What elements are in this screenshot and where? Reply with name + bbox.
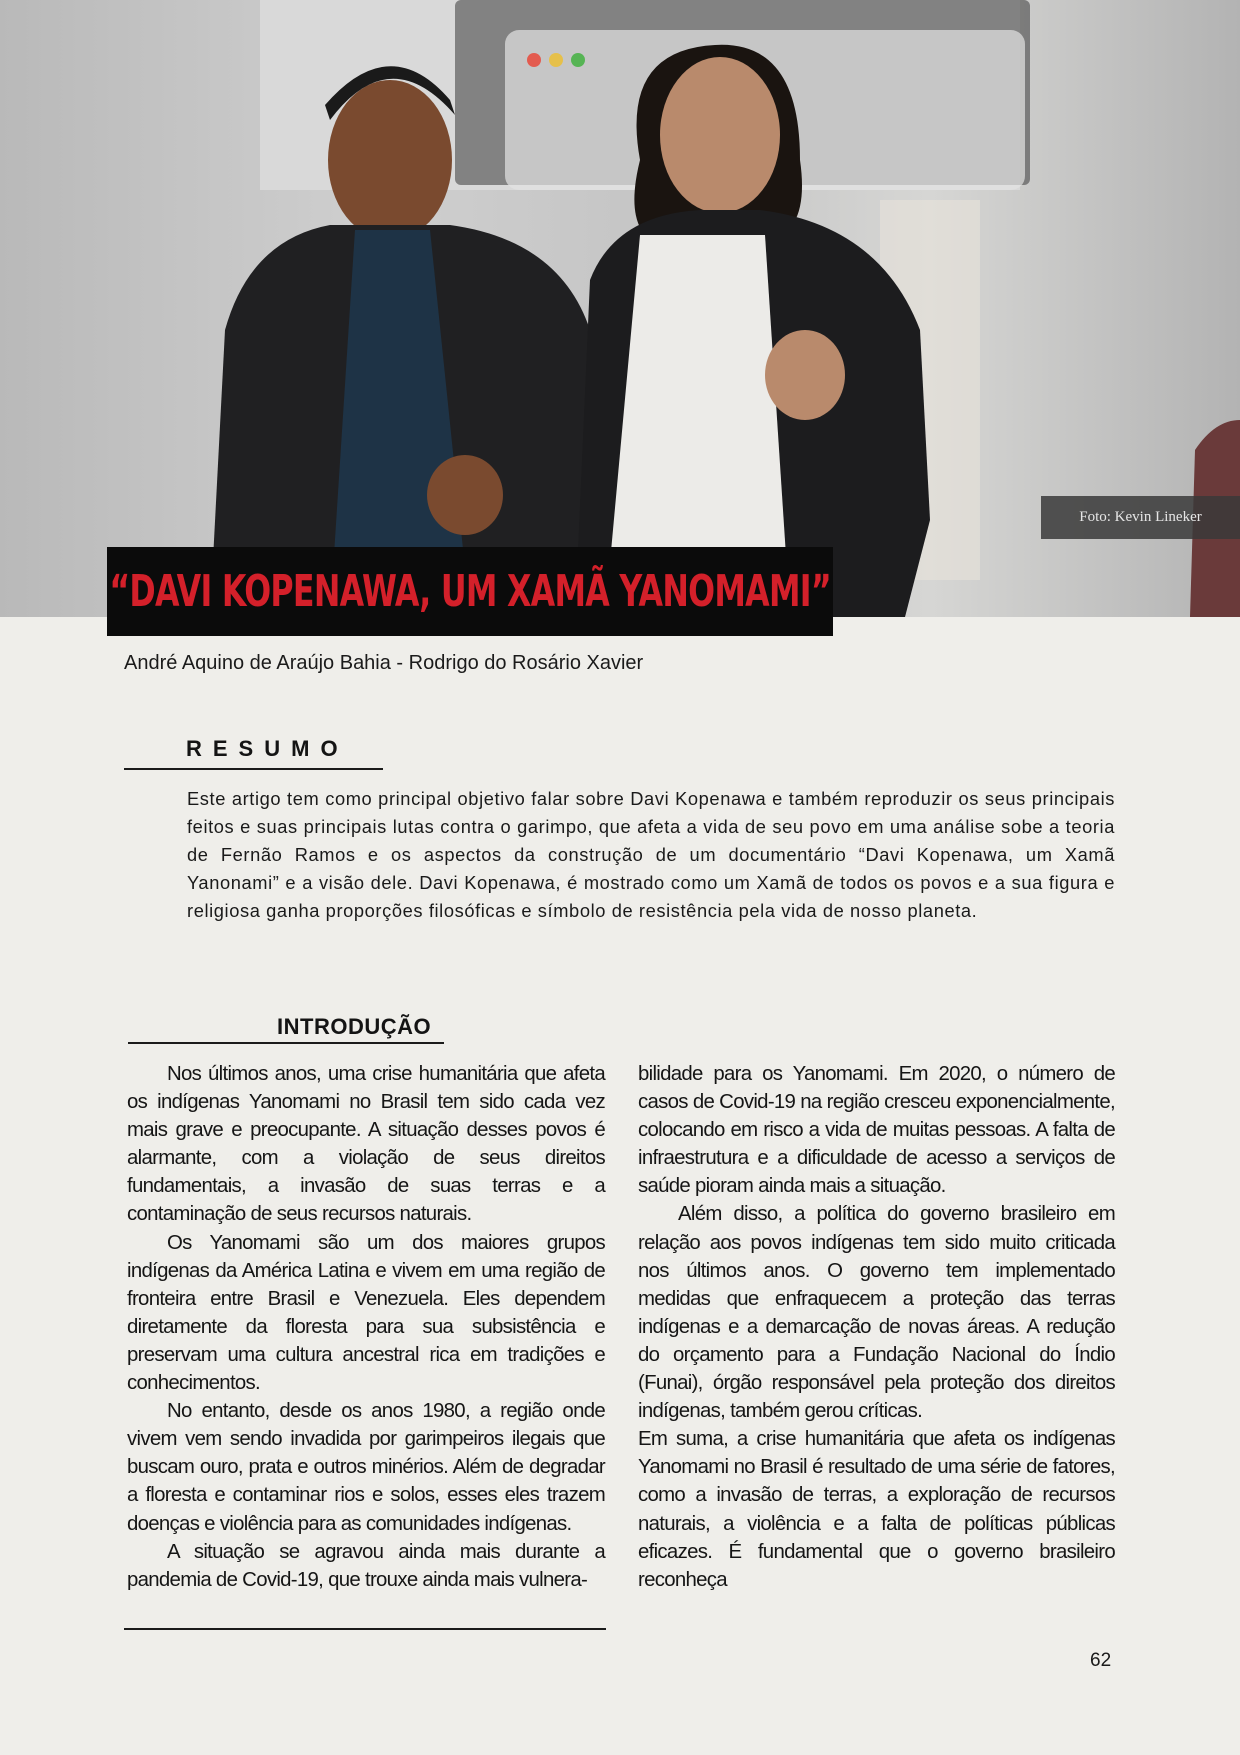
introducao-heading: INTRODUÇÃO	[277, 1014, 432, 1039]
column-left	[127, 1060, 605, 1594]
resumo-heading-block	[124, 736, 383, 770]
paragraph: Os Yanomami são um dos maiores grupos indígenas da América Latina e vivem em uma região de fronteira entre Brasil e Venezuela. Eles dependem diretamente da floresta para sua subsistência e preservam uma cultura ancestral rica em tradições e conhecimentos.	[127, 1231, 605, 1395]
column-divider-rule	[124, 1628, 606, 1630]
introducao-heading-block	[128, 1014, 444, 1044]
resumo-text: Este artigo tem como principal objetivo falar sobre Davi Kopenawa e também reproduzir os seus principais feitos e suas principais lutas contra o garimpo, que afeta a vida de seu povo em uma análise sobe a teoria de Fernão Ramos e os aspectos da construção de um documentário “Davi Kopenawa, um Xamã Yanonami” e a visão dele. Davi Kopenawa, é mostrado como um Xamã de todos os povos e a sua figura e religiosa ganha proporções filosóficas e símbolo de resistência pela vida de nosso planeta.	[187, 788, 1115, 921]
paragraph: A situação se agravou ainda mais durante a pandemia de Covid-19, que trouxe ainda mais vulnera-	[127, 1540, 605, 1591]
paragraph: Em suma, a crise humanitária que afeta os indígenas Yanomami no Brasil é resultado de uma série de fatores, como a invasão de terras, a exploração de recursos naturais, a violência e a falta de políticas públicas eficazes. É fundamental que o governo brasileiro reconheça	[638, 1428, 1115, 1591]
page-number: 62	[1090, 1650, 1112, 1671]
header-photo	[0, 0, 1240, 617]
paragraph: Nos últimos anos, uma crise humanitária que afeta os indígenas Yanomami no Brasil tem sido cada vez mais grave e preocupante. A situação desses povos é alarmante, com a violação de seus direitos fundamentais, a invasão de suas terras e a contaminação de seus recursos naturais.	[127, 1063, 605, 1226]
photo-credit: Foto: Kevin Lineker	[1041, 496, 1240, 539]
paragraph: bilidade para os Yanomami. Em 2020, o número de casos de Covid-19 na região cresceu exponencialmente, colocando em risco a vida de muitas pessoas. A falta de infraestrutura e a dificuldade de acesso a serviços de saúde pioram ainda mais a situação.	[638, 1063, 1115, 1198]
article-title: “DAVI KOPENAWA, UM XAMÃ YANOMAMI”	[109, 566, 831, 617]
article-authors: André Aquino de Araújo Bahia - Rodrigo do Rosário Xavier	[124, 652, 644, 674]
resumo-heading: RESUMO	[186, 736, 349, 761]
column-right	[638, 1060, 1115, 1594]
paragraph: Além disso, a política do governo brasileiro em relação aos povos indígenas tem sido muito criticada nos últimos anos. O governo tem implementado medidas que enfraquecem a proteção das terras indígenas e a demarcação de novas áreas. A redução do orçamento para a Fundação Nacional do Índio (Funai), órgão responsável pela proteção dos direitos indígenas, também gerou críticas.	[638, 1203, 1115, 1423]
article-title-box	[107, 547, 833, 636]
paragraph: No entanto, desde os anos 1980, a região onde vivem vem sendo invadida por garimpeiros ilegais que buscam ouro, prata e outros minérios. Além de degradar a floresta e contaminar rios e solos, esses eles trazem doenças e violência para as comunidades indígenas.	[127, 1400, 605, 1535]
